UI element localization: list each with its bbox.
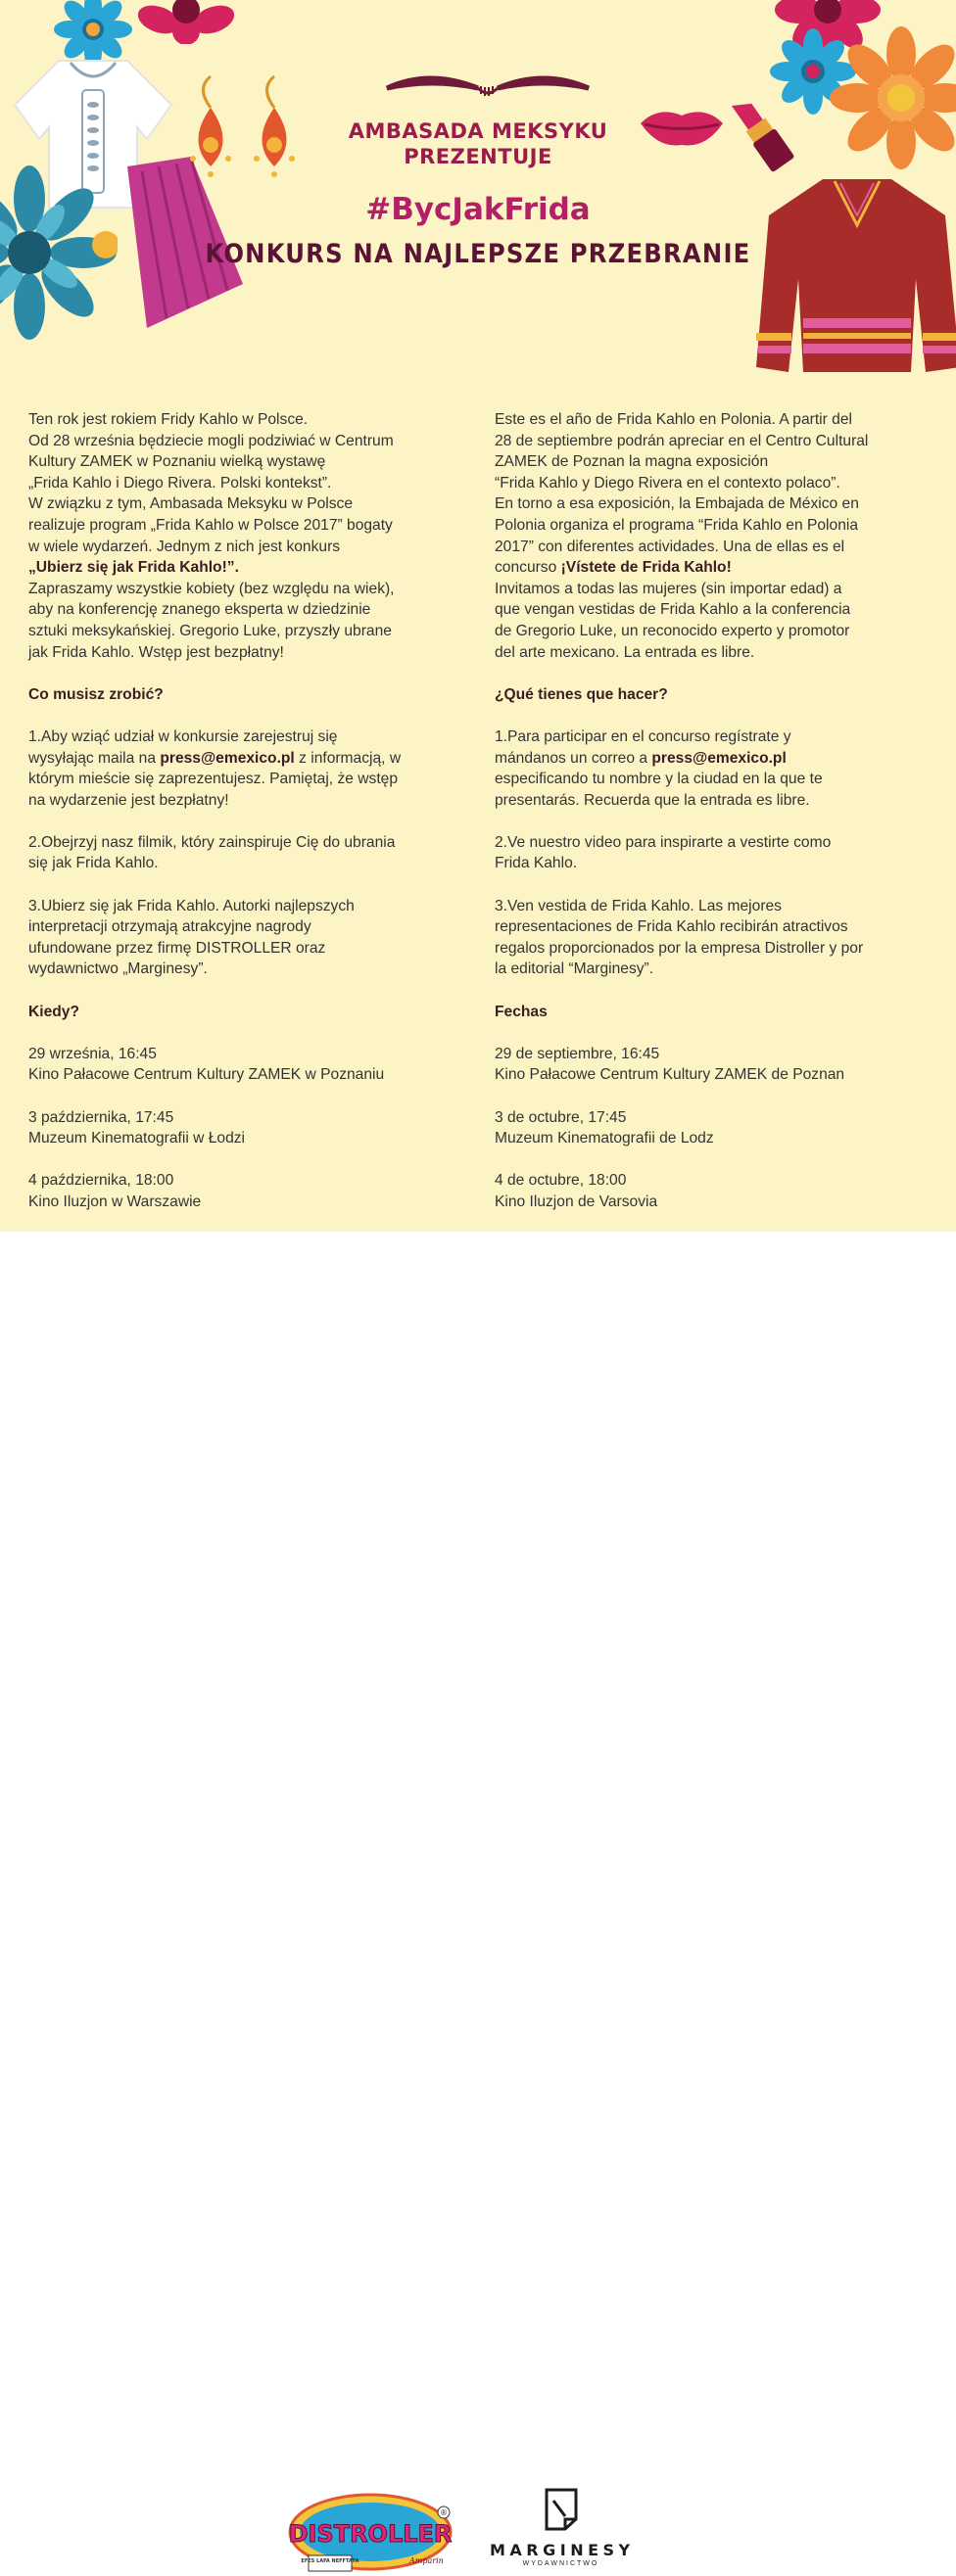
text-line: regalos proporcionados por la empresa Distroller y por (495, 939, 864, 957)
presenter-line1: AMBASADA MEKSYKU (348, 119, 608, 143)
presenter-line2: PREZENTUJE (404, 145, 552, 168)
polish-column (28, 409, 469, 1213)
event-place: Kino Pałacowe Centrum Kultury ZAMEK de Poznan (495, 1066, 845, 1084)
eyebrows-icon (385, 70, 591, 106)
section-heading: Co musisz zrobić? (28, 685, 164, 703)
text-line: que vengan vestidas de Frida Kahlo a la conferencia (495, 601, 851, 619)
contest-name: ¡Vístete de Frida Kahlo! (560, 559, 732, 577)
marginesy-subtitle: WYDAWNICTWO (522, 2560, 599, 2567)
marginesy-name: MARGINESY (490, 2541, 635, 2559)
text-line: En torno a esa exposición, la Embajada de México en (495, 495, 859, 513)
text-line: presentarás. Recuerda que la entrada es libre. (495, 791, 810, 809)
text-line: Kultury ZAMEK w Poznaniu wielką wystawę (28, 453, 326, 471)
text-line: 3.Ven vestida de Frida Kahlo. Las mejores (495, 897, 782, 914)
text-line (495, 557, 935, 579)
text-line: Frida Kahlo. (495, 855, 578, 872)
text-line: 1.Aby wziąć udział w konkursie zarejestruj się (28, 727, 338, 745)
red-flower-icon (132, 0, 240, 44)
svg-text:®: ® (440, 2508, 448, 2517)
text-line: la editorial “Marginesy”. (495, 960, 654, 978)
text-line: interpretacji otrzymają atrakcyjne nagrody (28, 918, 311, 936)
text-line: especificando tu nombre y la ciudad en la que te (495, 771, 823, 788)
text-line: W związku z tym, Ambasada Meksyku w Polsce (28, 495, 354, 513)
poster (0, 0, 956, 1232)
text-line: 2.Ve nuestro video para inspirarte a vestirte como (495, 833, 832, 851)
text-line: 3.Ubierz się jak Frida Kahlo. Autorki najlepszych (28, 897, 355, 914)
event-date: 4 de octubre, 18:00 (495, 1172, 627, 1190)
text-line: aby na konferencję znanego eksperta w dziedzinie (28, 601, 371, 619)
text-line: realizuje program „Frida Kahlo w Polsce 2017” bogaty (28, 516, 393, 534)
event-place: Muzeum Kinematografii w Łodzi (28, 1130, 246, 1147)
section-heading: Kiedy? (28, 1003, 79, 1020)
section-heading: ¿Qué tienes que hacer? (495, 685, 668, 703)
marginesy-mark-icon (544, 2487, 579, 2532)
event-place: Muzeum Kinematografii de Lodz (495, 1130, 714, 1147)
text-line: 2017” con diferentes actividades. Una de ellas es el (495, 538, 845, 555)
text-line: de Gregorio Luke, un reconocido experto y promotor (495, 622, 850, 639)
contest-subtitle: KONKURS NA NAJLEPSZE PRZEBRANIE (205, 239, 751, 269)
text-line (495, 748, 935, 770)
marginesy-logo (490, 2487, 635, 2567)
text-line: się jak Frida Kahlo. (28, 855, 159, 872)
text-line: w wiele wydarzeń. Jednym z nich jest konkurs (28, 538, 341, 555)
text-line: na wydarzenie jest bezpłatny! (28, 791, 229, 809)
text-line: del arte mexicano. La entrada es libre. (495, 643, 755, 661)
text-line: “Frida Kahlo y Diego Rivera en el contexto polaco”. (495, 474, 840, 492)
event-date: 3 de octubre, 17:45 (495, 1108, 627, 1126)
spanish-column (495, 409, 935, 1213)
text-line: Invitamos a todas las mujeres (sin importar edad) a (495, 580, 842, 597)
text-line: ZAMEK de Poznan la magna exposición (495, 453, 769, 471)
email-link[interactable]: press@emexico.pl (651, 749, 787, 767)
text-span: wysyłając maila na (28, 749, 161, 767)
distroller-logo-text: DISTROLLER (288, 2520, 453, 2548)
text-line: jak Frida Kahlo. Wstęp jest bezpłatny! (28, 643, 284, 661)
text-line: 28 de septiembre podrán apreciar en el Centro Cultural (495, 432, 869, 449)
text-line: wydawnictwo „Marginesy”. (28, 960, 208, 978)
distroller-logo (287, 2493, 454, 2576)
event-place: Kino Iluzjon w Warszawie (28, 1193, 202, 1210)
text-line (28, 748, 469, 770)
sponsor-footer (0, 1232, 956, 2567)
text-line: representaciones de Frida Kahlo recibirán atractivos (495, 918, 848, 936)
text-span: concurso (495, 559, 561, 577)
text-line: Zapraszamy wszystkie kobiety (bez względu na wiek), (28, 580, 395, 597)
contest-name: „Ubierz się jak Frida Kahlo!”. (28, 559, 239, 577)
event-date: 4 października, 18:00 (28, 1172, 174, 1190)
distroller-sub-text: EFES LAFA NEFFTAFA (301, 2558, 359, 2564)
text-line: Ten rok jest rokiem Fridy Kahlo w Polsce. (28, 411, 309, 428)
event-place: Kino Iluzjon de Varsovia (495, 1193, 658, 1210)
text-span: z informacją, w (294, 749, 402, 767)
section-heading: Fechas (495, 1003, 548, 1020)
text-line: „Frida Kahlo i Diego Rivera. Polski kontekst”. (28, 474, 332, 492)
text-line: Polonia organiza el programa “Frida Kahlo en Polonia (495, 516, 859, 534)
text-line: 1.Para participar en el concurso regístrate y (495, 727, 791, 745)
text-line: Od 28 września będziecie mogli podziwiać w Centrum (28, 432, 394, 449)
text-line: którym mieście się zaprezentujesz. Pamiętaj, że wstęp (28, 771, 398, 788)
text-line: 2.Obejrzyj nasz filmik, który zainspiruje Cię do ubrania (28, 833, 396, 851)
hashtag-title: #BycJakFrida (365, 192, 591, 227)
event-place: Kino Pałacowe Centrum Kultury ZAMEK w Poznaniu (28, 1066, 385, 1084)
text-line: ufundowane przez firmę DISTROLLER oraz (28, 939, 326, 957)
event-date: 29 de septiembre, 16:45 (495, 1045, 660, 1062)
event-date: 29 września, 16:45 (28, 1045, 157, 1062)
distroller-script-text: Amparin (409, 2556, 444, 2565)
text-line: Este es el año de Frida Kahlo en Polonia. A partir del (495, 411, 852, 428)
text-line: sztuki meksykańskiej. Gregorio Luke, przyszły ubrane (28, 622, 392, 639)
event-date: 3 października, 17:45 (28, 1108, 174, 1126)
email-link[interactable]: press@emexico.pl (160, 749, 295, 767)
text-span: mándanos un correo a (495, 749, 652, 767)
